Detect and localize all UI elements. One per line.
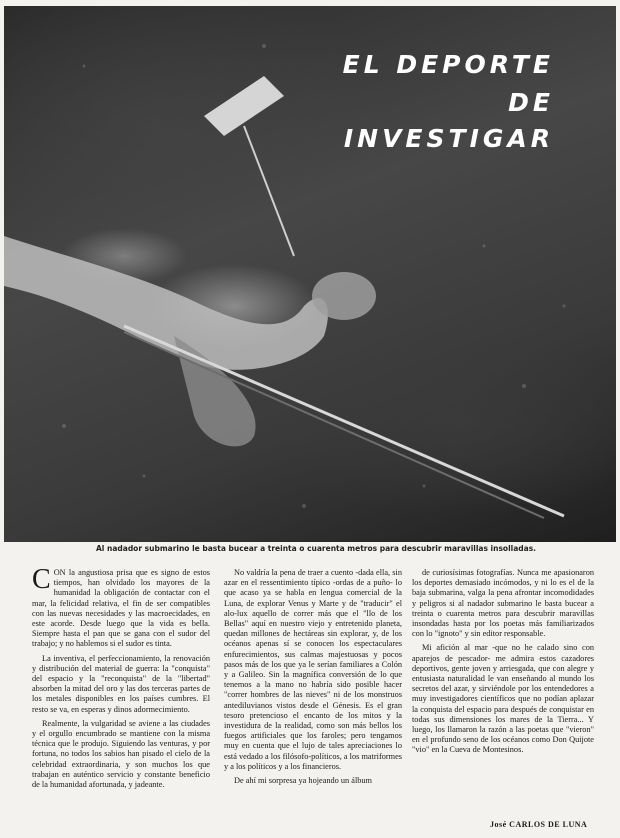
article-column-3: [412, 568, 594, 760]
paragraph: Realmente, la vulgaridad se aviene a las ciudades y el orgullo encumbrado se mantiene con la misma técnica que le produjo. Siguiendo las venturas, y por fortuna, no todos los sabios han pisado el cielo de la celebridad extraordinaria, y son muchos los que trabajan en auténtico servicio y constante beneficio de la humanidad afortunada, y jadeante.: [32, 718, 210, 790]
headline-line-3: INVESTIGAR: [343, 124, 554, 153]
paragraph: De ahí mi sorpresa ya hojeando un álbum: [234, 776, 373, 786]
headline-line-2: DE: [508, 88, 554, 117]
paragraph: Mi afición al mar -que no he calado sino con aparejos de pescador- me admira estos cazadores deportivos, gente joven y arriesgada, que con alegre y entusiasta naturalidad le van enseñando al mundo los secretos del azar, y sirviéndole por los entendedores a muy investigadores científicos que no podían aplazar la conquista del espacio para después de conquistar en todas sus dimensiones los mares de la Tierra... Y luego, los llamaron la razón a las poetas que "vieron" en el profundo seno de los océanos como Don Quijote "vio" en la Cueva de Montesinos.: [412, 643, 594, 755]
article-column-2: [224, 568, 402, 790]
author-signature: José CARLOS DE LUNA: [490, 820, 588, 829]
diver-illustration: [4, 6, 616, 542]
paragraph: de curiosísimas fotografías. Nunca me apasionaron los deportes demasiado incómodos, y ni lo es el de la baja submarina, valga la pena afrontar incomodidades y peligros si al nadador submarino le basta bucear a treinta o cuarenta metros para descubrir maravillas insondadas hasta por los poetas más familiarizados con lo "ignoto" y sin editor responsable.: [412, 568, 594, 639]
paragraph: CON la angustiosa prisa que es signo de estos tiempos, han olvidado los mayores de la humanidad la obligación de contactar con el mar, la felicidad relativa, el fin de ser compatibles con las nuevas necesidades y las macroecidades, en este acorde. Desde luego que la vida es bella. Siempre hasta el pan que se gana con el sudor del trabajo; y no hablemos si el sudor es tinta.: [32, 564, 210, 649]
photo-caption: Al nadador submarino le basta bucear a treinta o cuarenta metros para descubrir maravillas insolladas.: [96, 544, 537, 553]
paragraph: No valdría la pena de traer a cuento -dada ella, sin azar en el ressentimiento típico -ordas de a puño- lo que acaso ya se habla en lengua comercial de la Luna, de explorar Venus y Marte y de "traducir" el alo-lux aquello de correr más que el "llo de los Bellas" aquí en nuestro viejo y entretenido planeta, quedan millones de hectáreas sin explorar, y, de los océanos apenas sí se conocen los espectaculares enfurecimientos, sus calmas majestuosas y pocos pasos más de los que ya le serían familiares a Colón y a Galileo. Sin la magnífica conversión de lo que tenemos a la mano no habría sido posible hacer "correr hombres de las nieves" ni de los monstruos antediluvianos vistos desde el Génesis. Es el gran tesoro pretencioso el encanto de los mitos y la investidura de la realidad, como son más bellos los fuegos artificiales que los faroles; pero tengamos muy en cuenta que el lujo de tales apreciaciones lo está vedado a los filósofo-políticos, a los matriformes y a los políticos y a los financieros.: [224, 568, 402, 771]
drop-cap: C: [32, 564, 51, 595]
paragraph: La inventiva, el perfeccionamiento, la renovación y distribución del material de guerra: la "conquista" del espacio y la "reconquista" de la "libertad" absorben la mitad del oro y las dos terceras partes de los metales disponibles en los países cumbres. El resto se va, en esperas y dinos adormecimiento.: [32, 653, 210, 714]
hero-photo: [4, 6, 616, 542]
article-column-1: [32, 564, 210, 794]
headline-line-1: EL DEPORTE: [342, 50, 554, 79]
